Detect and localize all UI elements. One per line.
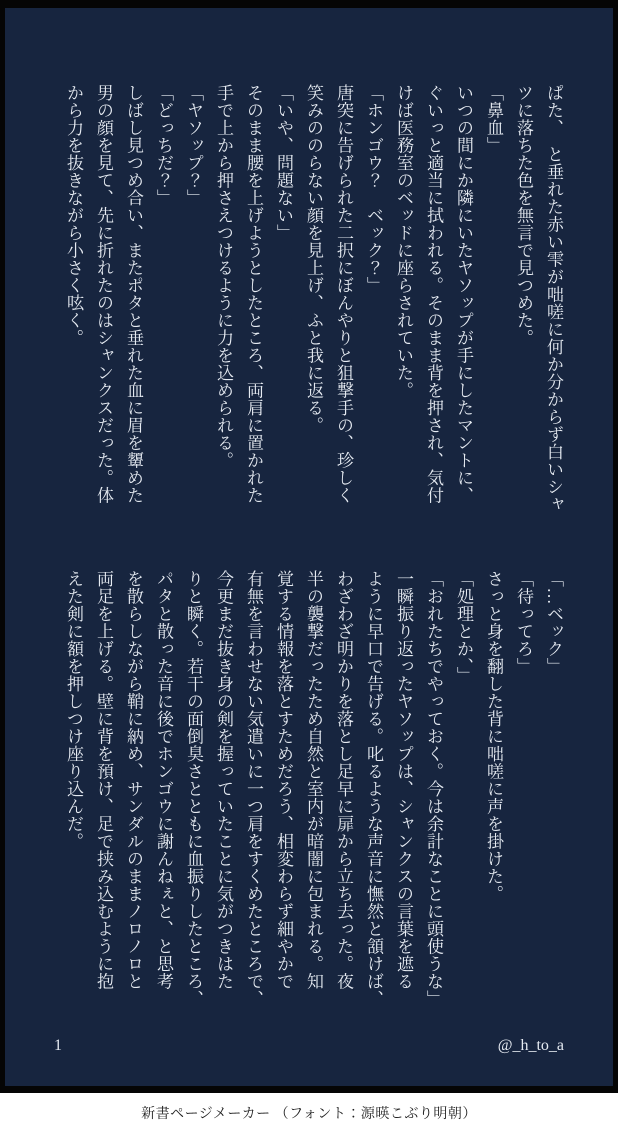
text-band-lower: [54, 570, 568, 1006]
page-footer: [54, 1034, 564, 1058]
text-line: 「いや、問題ない」: [274, 84, 293, 242]
text-line: 「待ってろ」: [514, 570, 533, 675]
text-line: ぐいっと適当に拭われる。そのまま背を押され、気付: [424, 84, 443, 504]
text-line: しばし見つめ合い、またポタと垂れた血に眉を顰めた: [124, 84, 143, 504]
text-band-upper: [54, 84, 568, 520]
text-line: 有無を言わせない気遣いに一つ肩をすくめたところで、: [244, 570, 263, 1008]
text-line: 手で上から押さえつけるように力を込められる。: [214, 84, 233, 469]
text-line: いつの間にか隣にいたヤソップが手にしたマントに、: [454, 84, 473, 504]
text-line: から力を抜きながら小さく呟く。: [64, 84, 83, 347]
text-line: 「…ベック」: [544, 570, 563, 675]
text-line: を散らしながら鞘に納め、サンダルのままノロノロと: [124, 570, 143, 990]
author-handle: @_h_to_a: [497, 1037, 564, 1054]
text-line: 半の襲撃だったため自然と室内が暗闇に包まれる。知: [304, 570, 323, 990]
page-number: 1: [54, 1037, 62, 1054]
text-line: パタと散った音に後でホンゴウに謝んねぇと、と思考: [154, 570, 173, 990]
text-line: 覚する情報を落とすためだろう、相変わらず細やかで: [274, 570, 293, 990]
text-line: 今更まだ抜き身の剣を握っていたことに気がつきはた: [214, 570, 233, 990]
text-line: ように早口で告げる。叱るような声音に憮然と頷けば、: [364, 570, 383, 1008]
text-line: 「どっちだ？」: [154, 84, 173, 207]
text-line: えた剣に額を押しつけ座り込んだ。: [64, 570, 83, 850]
text-line: 男の顔を見て、先に折れたのはシャンクスだった。体: [94, 84, 113, 504]
text-line: 「ホンゴウ？ ベック？」: [364, 84, 383, 294]
text-line: さっと身を翻した背に咄嗟に声を掛けた。: [484, 570, 503, 903]
credit-text: 新書ページメーカー （フォント：源暎こぶり明朝）: [141, 1106, 477, 1122]
text-line: けば医務室のベッドに座らされていた。: [394, 84, 413, 399]
text-line: そのまま腰を上げようとしたところ、両肩に置かれた: [244, 84, 263, 504]
text-line: 両足を上げる。壁に背を預け、足で挟み込むように抱: [94, 570, 113, 990]
text-line: 唐突に告げられた二択にぼんやりと狙撃手の、珍しく: [334, 84, 353, 504]
text-line: わざわざ明かりを落とし足早に扉から立ち去った。夜: [334, 570, 353, 990]
text-line: ぱた、 と垂れた赤い雫が咄嗟に何か分からず白いシャ: [544, 84, 563, 513]
text-line: りと瞬く。若干の面倒臭さとともに血振りしたところ、: [184, 570, 203, 1008]
text-line: 「処理とか、」: [454, 570, 473, 684]
credit-bar: [0, 1093, 618, 1132]
novel-page: [5, 8, 613, 1086]
text-line: 「おれたちでやっておく。今は余計なことに頭使うな」: [424, 570, 443, 1008]
text-line: ツに落ちた色を無言で見つめた。: [514, 84, 533, 347]
text-line: 「鼻血」: [484, 84, 503, 154]
text-line: 笑みののらない顔を見上げ、ふと我に返る。: [304, 84, 323, 434]
text-line: 一瞬振り返ったヤソップは、シャンクスの言葉を遮る: [394, 570, 413, 990]
text-line: 「ヤソップ？」: [184, 84, 203, 207]
